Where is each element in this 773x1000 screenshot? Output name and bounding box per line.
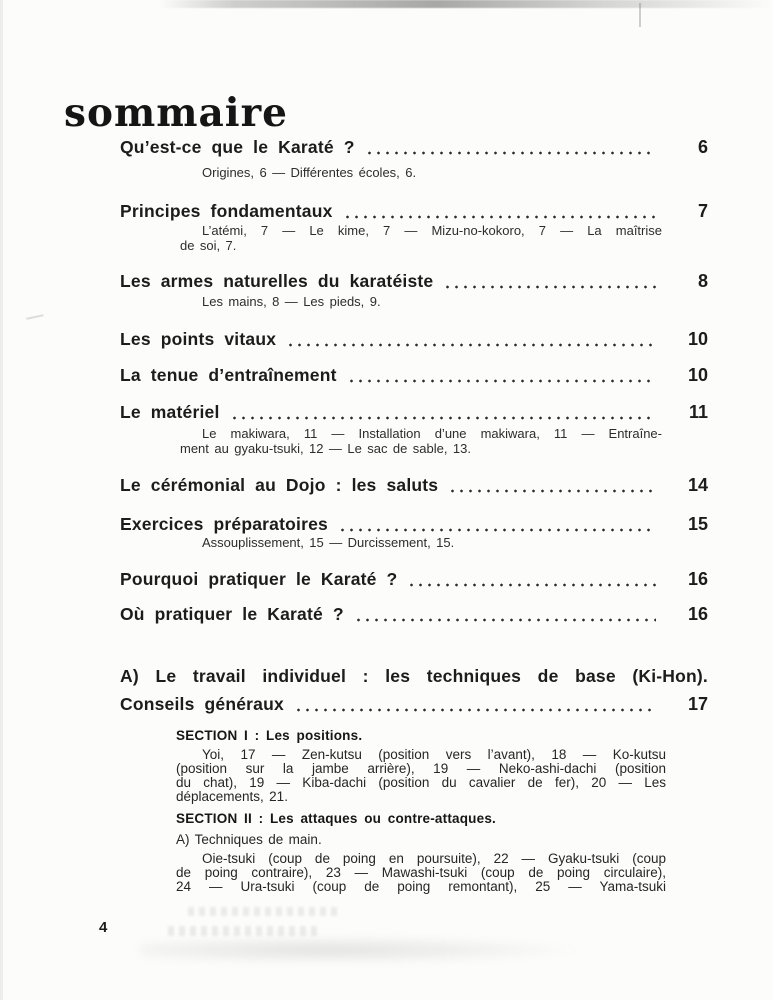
- toc-entry-page: 6: [697, 137, 708, 157]
- scan-mark-top: [639, 3, 641, 27]
- toc-entry-title: Exercices préparatoires: [120, 514, 328, 534]
- toc-entry-title: Les points vitaux: [120, 329, 277, 349]
- bleed-through-text: [188, 907, 338, 916]
- page-title: sommaire: [64, 90, 288, 137]
- section-heading: SECTION II : Les attaques ou contre-attaques.: [176, 811, 496, 826]
- dotted-leader: [343, 214, 656, 219]
- toc-entry: [120, 401, 708, 423]
- toc-entry-title: Le cérémonial au Dojo : les saluts: [120, 475, 439, 495]
- toc-entry: [120, 603, 708, 625]
- paragraph-line: de poing contraire), 23 — Mawashi-tsuki (coup de poing circulaire),: [176, 864, 666, 880]
- dotted-leader: [448, 488, 656, 493]
- paragraph-line: Oie-tsuki (coup de poing en poursuite), 22 — Gyaku-tsuki (coup: [202, 851, 666, 866]
- toc-entry: [120, 474, 708, 496]
- section-subheading: A) Techniques de main.: [176, 832, 322, 847]
- toc-entry-title: Qu’est-ce que le Karaté ?: [120, 137, 355, 157]
- dotted-leader: [347, 378, 656, 383]
- toc-entry: [120, 364, 708, 386]
- section-heading-block: [176, 812, 666, 826]
- section-heading-block: [176, 729, 666, 743]
- section-paragraph: [176, 748, 666, 804]
- toc-entry: [120, 328, 708, 350]
- bleed-through-text: [168, 926, 318, 936]
- dotted-leader: [286, 342, 656, 347]
- paragraph-line: 24 — Ura-tsuki (coup de poing remontant), 25 — Yama-tsuki: [176, 878, 666, 894]
- toc-entry-subitems: [180, 536, 662, 551]
- toc-entry-page: 10: [687, 365, 708, 385]
- toc-entry: [120, 200, 708, 222]
- paragraph-line: (position sur la jambe arrière), 19 — Neko-ashi-dachi (position: [176, 760, 666, 776]
- scan-scratch-left: [26, 314, 44, 320]
- toc-entry-title: Le matériel: [120, 402, 220, 422]
- toc-entry: [120, 513, 708, 535]
- page-number: 4: [99, 919, 108, 936]
- part-heading-line2: Conseils généraux: [120, 694, 284, 714]
- dotted-leader: [338, 527, 656, 532]
- part-heading-page: 17: [687, 694, 708, 714]
- toc-entry-title: Principes fondamentaux: [120, 201, 333, 221]
- toc-entry-subitems: [180, 224, 662, 253]
- dotted-leader: [443, 284, 656, 289]
- subitem-line: Les mains, 8 — Les pieds, 9.: [202, 294, 381, 309]
- subitem-line: Origines, 6 — Différentes écoles, 6.: [202, 165, 417, 180]
- toc-entry-title: Où pratiquer le Karaté ?: [120, 604, 344, 624]
- dotted-leader: [354, 617, 656, 622]
- toc-entry: [120, 270, 708, 292]
- dotted-leader: [230, 415, 656, 420]
- part-heading: [120, 666, 708, 715]
- section-heading: SECTION I : Les positions.: [176, 728, 363, 743]
- scan-edge-artifact-top: [160, 0, 772, 8]
- toc-entry-page: 10: [687, 329, 708, 349]
- toc-entry-page: 16: [687, 569, 708, 589]
- toc-entry-title: La tenue d’entraînement: [120, 365, 337, 385]
- part-heading-line2-row: [120, 693, 708, 715]
- subitem-line: Le makiwara, 11 — Installation d’une makiwara, 11 — Entraîne-: [202, 426, 662, 441]
- dotted-leader: [365, 150, 656, 155]
- toc-entry-page: 8: [697, 271, 708, 291]
- toc-entry-page: 15: [687, 514, 708, 534]
- toc-entry-title: Les armes naturelles du karatéiste: [120, 271, 434, 291]
- toc-entry-page: 14: [687, 475, 708, 495]
- part-heading-line1: A) Le travail individuel : les techniques de base (Ki-Hon).: [120, 666, 708, 686]
- subitem-line: L’atémi, 7 — Le kime, 7 — Mizu-no-kokoro, 7 — La maîtrise: [202, 223, 662, 238]
- toc-entry-subitems: [180, 427, 662, 456]
- subitem-line: de soi, 7.: [180, 237, 237, 253]
- dotted-leader: [407, 582, 656, 587]
- subitem-line: Assouplissement, 15 — Durcissement, 15.: [202, 535, 455, 550]
- section-subheading-block: [176, 833, 666, 847]
- paragraph-line: du chat), 19 — Kiba-dachi (position du cavalier de fer), 20 — Les: [176, 774, 666, 790]
- scan-edge-artifact-left: [0, 0, 3, 1000]
- toc-entry-page: 16: [687, 604, 708, 624]
- paragraph-line: déplacements, 21.: [176, 788, 288, 804]
- toc-entry-subitems: [180, 166, 662, 181]
- toc-entry-page: 7: [697, 201, 708, 221]
- toc-entry: [120, 136, 708, 158]
- toc-entry-subitems: [180, 295, 662, 310]
- subitem-line: ment au gyaku-tsuki, 12 — Le sac de sable, 13.: [180, 440, 471, 456]
- paragraph-line: Yoi, 17 — Zen-kutsu (position vers l’avant), 18 — Ko-kutsu: [202, 747, 666, 762]
- section-paragraph: [176, 852, 666, 894]
- toc-entry-title: Pourquoi pratiquer le Karaté ?: [120, 569, 398, 589]
- bleed-through-smudge: [140, 936, 580, 964]
- toc-entry: [120, 568, 708, 590]
- dotted-leader: [294, 707, 656, 712]
- toc-entry-page: 11: [688, 402, 708, 422]
